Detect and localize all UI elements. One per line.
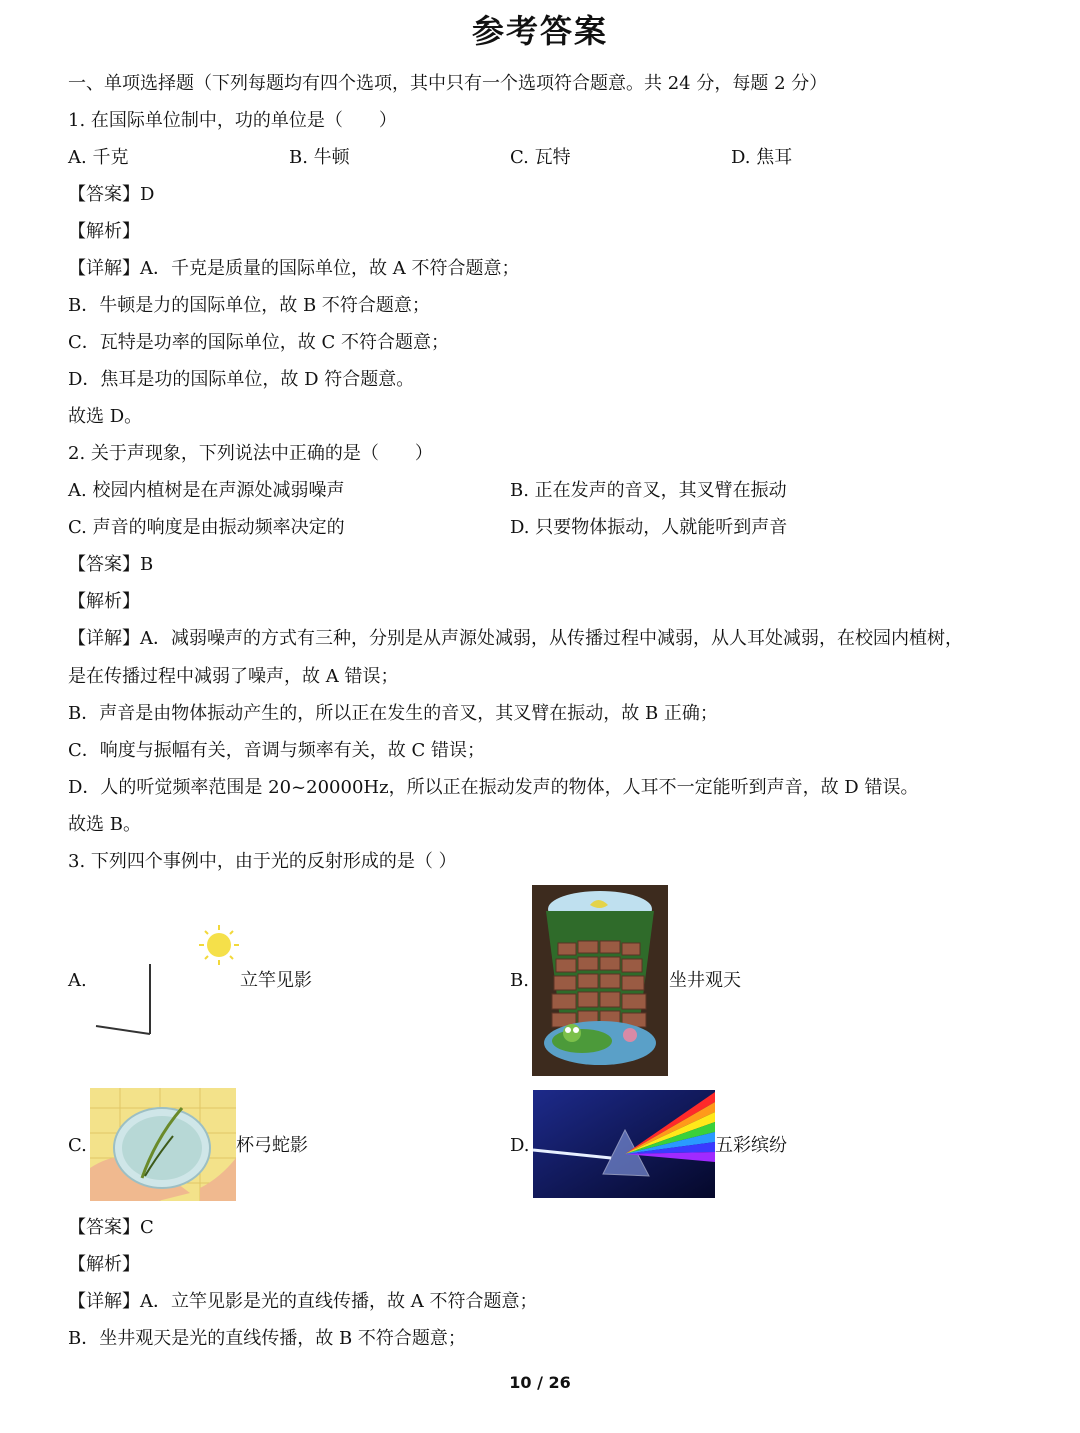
cup-bow-image [90, 1088, 236, 1201]
q1-option-d: D. 焦耳 [731, 147, 793, 168]
q2-detail-line: C．响度与振幅有关，音调与频率有关，故 C 错误； [68, 740, 485, 761]
sun-icon [199, 925, 239, 965]
pole-shadow-image [88, 920, 248, 1044]
q2-detail-line: B．声音是由物体振动产生的，所以正在发生的音叉，其叉臂在振动，故 B 正确； [68, 703, 718, 724]
q3-option-b-caption: 坐井观天 [669, 970, 741, 991]
q3-stem: 3. 下列四个事例中，由于光的反射形成的是（ ） [68, 851, 457, 872]
q2-option-a: A. 校园内植树是在声源处减弱噪声 [68, 480, 345, 501]
page-title: 参考答案 [471, 12, 608, 50]
q3-option-a-caption: 立竿见影 [240, 970, 312, 991]
q1-detail-line: C．瓦特是功率的国际单位，故 C 不符合题意； [68, 332, 449, 353]
page-number: 10 / 26 [509, 1373, 571, 1392]
q2-conclusion: 故选 B。 [68, 814, 141, 835]
q2-stem: 2. 关于声现象，下列说法中正确的是（ ） [68, 443, 433, 464]
q2-option-c: C. 声音的响度是由振动频率决定的 [68, 517, 345, 538]
q1-analysis-label: 【解析】 [68, 221, 140, 242]
q2-detail-line: D．人的听觉频率范围是 20~20000Hz，所以正在振动发声的物体，人耳不一定能听到声音，故 D 错误。 [68, 777, 919, 798]
q2-option-d: D. 只要物体振动，人就能听到声音 [510, 517, 788, 538]
q2-analysis-label: 【解析】 [68, 591, 140, 612]
q3-option-c-letter: C. [68, 1135, 87, 1156]
q1-detail-line: D．焦耳是功的国际单位，故 D 符合题意。 [68, 369, 415, 390]
q1-answer: 【答案】D [68, 184, 155, 205]
frog-in-well-image [532, 885, 668, 1076]
q2-option-b: B. 正在发声的音叉，其叉臂在振动 [510, 480, 787, 501]
q1-option-c: C. 瓦特 [510, 147, 571, 168]
q1-option-a: A. 千克 [68, 147, 129, 168]
q3-answer: 【答案】C [68, 1217, 154, 1238]
q1-detail-line: 【详解】A．千克是质量的国际单位，故 A 不符合题意； [68, 258, 520, 279]
q3-option-d-letter: D. [510, 1135, 530, 1156]
q2-answer: 【答案】B [68, 554, 154, 575]
q3-detail-line: B．坐井观天是光的直线传播，故 B 不符合题意； [68, 1328, 466, 1349]
q1-conclusion: 故选 D。 [68, 406, 143, 427]
q3-detail-line: 【详解】A．立竿见影是光的直线传播，故 A 不符合题意； [68, 1291, 538, 1312]
prism-image [533, 1090, 715, 1198]
q1-detail-line: B．牛顿是力的国际单位，故 B 不符合题意； [68, 295, 430, 316]
q3-option-a-letter: A. [68, 970, 87, 991]
q2-detail-line: 【详解】A．减弱噪声的方式有三种，分别是从声源处减弱，从传播过程中减弱，从人耳处减弱，在校园内植树， [68, 628, 963, 649]
q1-option-b: B. 牛顿 [289, 147, 350, 168]
q3-option-b-letter: B. [510, 970, 529, 991]
q3-option-d-caption: 五彩缤纷 [715, 1135, 787, 1156]
q3-analysis-label: 【解析】 [68, 1254, 140, 1275]
section-heading: 一、单项选择题（下列每题均有四个选项，其中只有一个选项符合题意。共 24 分，每题 2 分） [68, 73, 828, 94]
q3-option-c-caption: 杯弓蛇影 [236, 1135, 308, 1156]
q1-stem: 1. 在国际单位制中，功的单位是（ ） [68, 110, 397, 131]
q2-detail-line: 是在传播过程中减弱了噪声，故 A 错误； [68, 666, 399, 687]
